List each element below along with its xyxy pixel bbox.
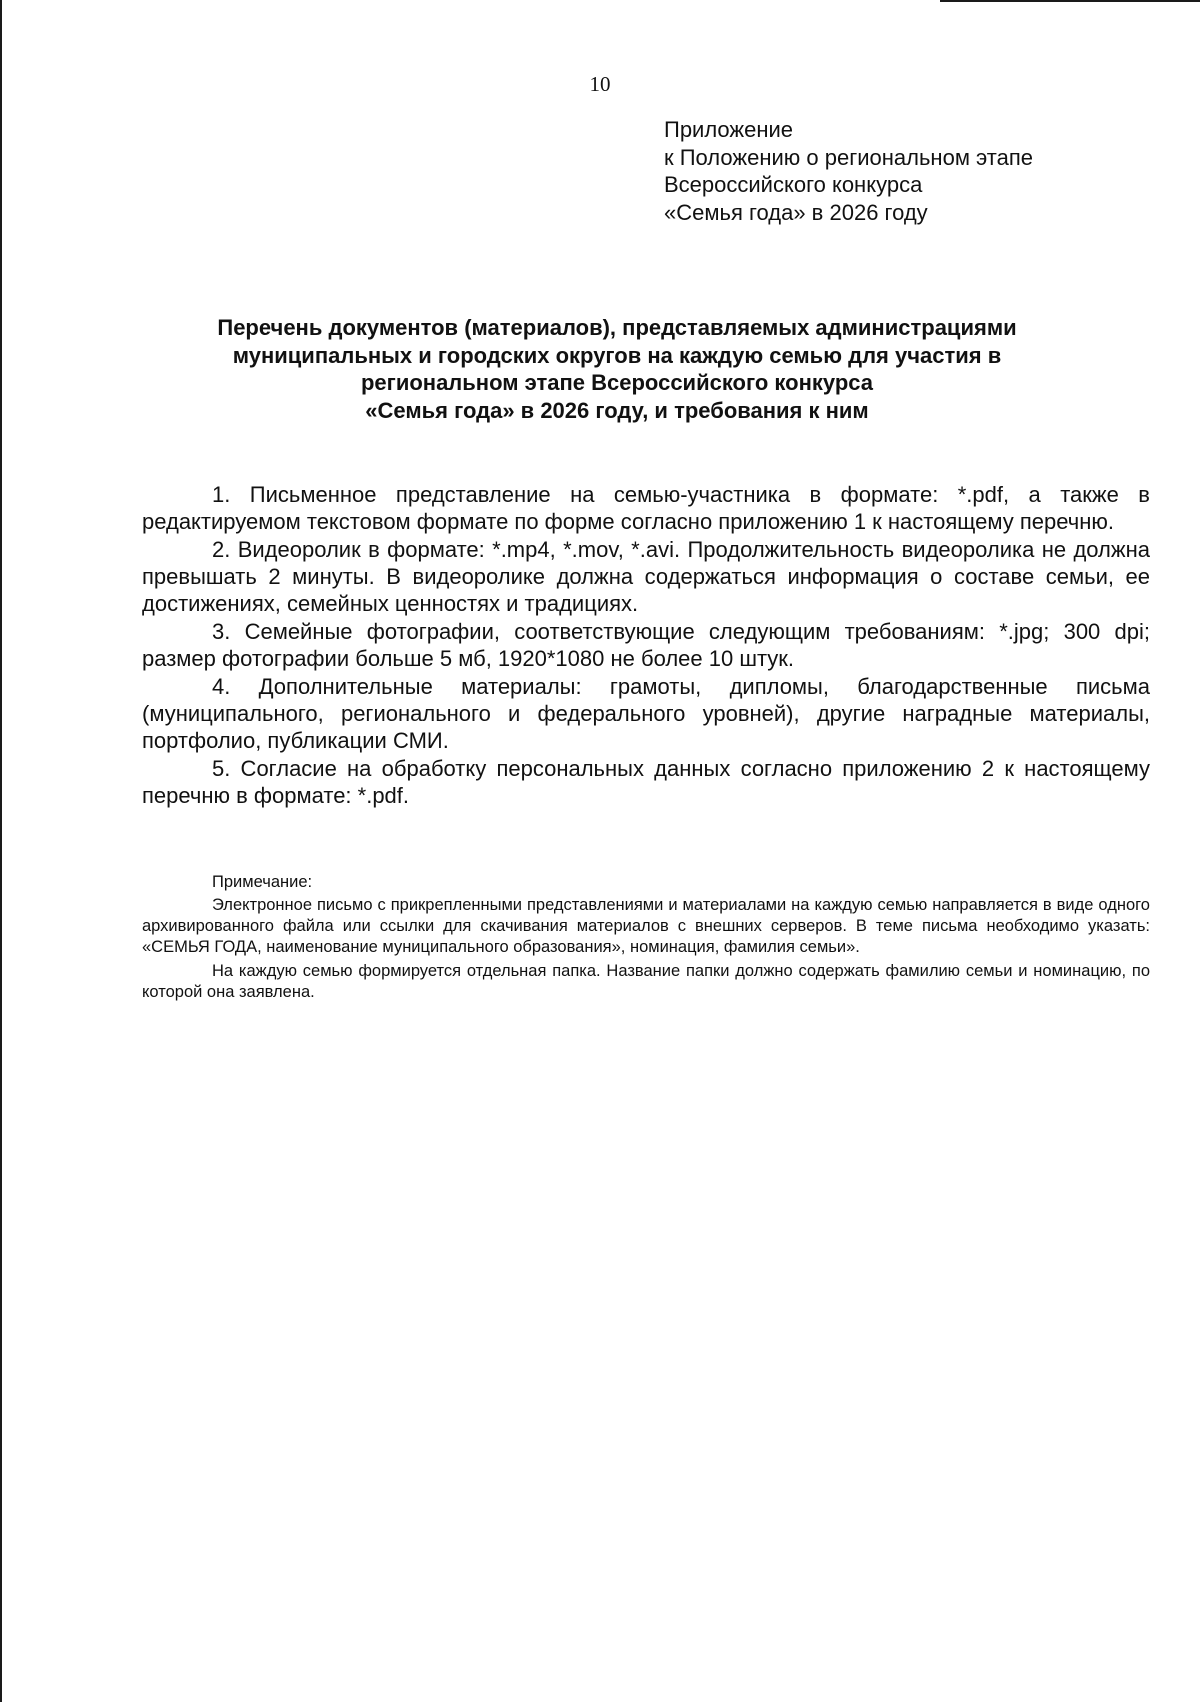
appendix-line: Приложение — [664, 117, 794, 142]
list-item: 4. Дополнительные материалы: грамоты, дипломы, благодарственные письма (муниципального, регионального и федерального уровней), другие наградные материалы, портфолио, публикации СМИ. — [142, 674, 1150, 753]
list-item: 3. Семейные фотографии, соответствующие следующим требованиям: *.jpg; 300 dpi; размер фотографии больше 5 мб, 1920*1080 не более 10 штук. — [142, 619, 1150, 671]
page-number: 10 — [589, 72, 611, 96]
appendix-line: к Положению о региональном этапе — [664, 144, 1034, 170]
document-list — [142, 481, 1150, 810]
note-paragraph: На каждую семью формируется отдельная папка. Название папки должно содержать фамилию семьи и номинацию, по которой она заявлена. — [142, 962, 1150, 1001]
title-line: Перечень документов (материалов), представляемых администрациями — [217, 315, 1017, 340]
scan-edge-left — [0, 0, 2, 1702]
title-line: муниципальных и городских округов на каждую семью для участия в — [232, 342, 1002, 368]
list-item: 1. Письменное представление на семью-участника в формате: *.pdf, а также в редактируемом текстовом формате по форме согласно приложению 1 к настоящему перечню. — [142, 482, 1150, 534]
note-label: Примечание: — [212, 873, 313, 891]
appendix-header — [664, 116, 1033, 226]
document-title — [142, 314, 1092, 424]
appendix-line: «Семья года» в 2026 году — [664, 199, 928, 225]
note-section — [142, 872, 1150, 1006]
appendix-line: Всероссийского конкурса — [664, 172, 923, 197]
scan-edge-top — [940, 0, 1200, 2]
title-line: «Семья года» в 2026 году, и требования к ним — [365, 397, 869, 423]
list-item: 5. Согласие на обработку персональных данных согласно приложению 2 к настоящему перечню в формате: *.pdf. — [142, 756, 1150, 808]
note-paragraph: Электронное письмо с прикрепленными представлениями и материалами на каждую семью направляется в виде одного архивированного файла или ссылки для скачивания материалов с внешних серверов. В теме письма необходимо указать: «СЕМЬЯ ГОДА, наименование муниципального образования», номинация, фамилия семьи». — [142, 896, 1150, 956]
list-item: 2. Видеоролик в формате: *.mp4, *.mov, *.avi. Продолжительность видеоролика не должна превышать 2 минуты. В видеоролике должна содержаться информация о составе семьи, ее достижениях, семейных ценностях и традициях. — [142, 537, 1150, 616]
title-line: региональном этапе Всероссийского конкурса — [360, 370, 873, 395]
